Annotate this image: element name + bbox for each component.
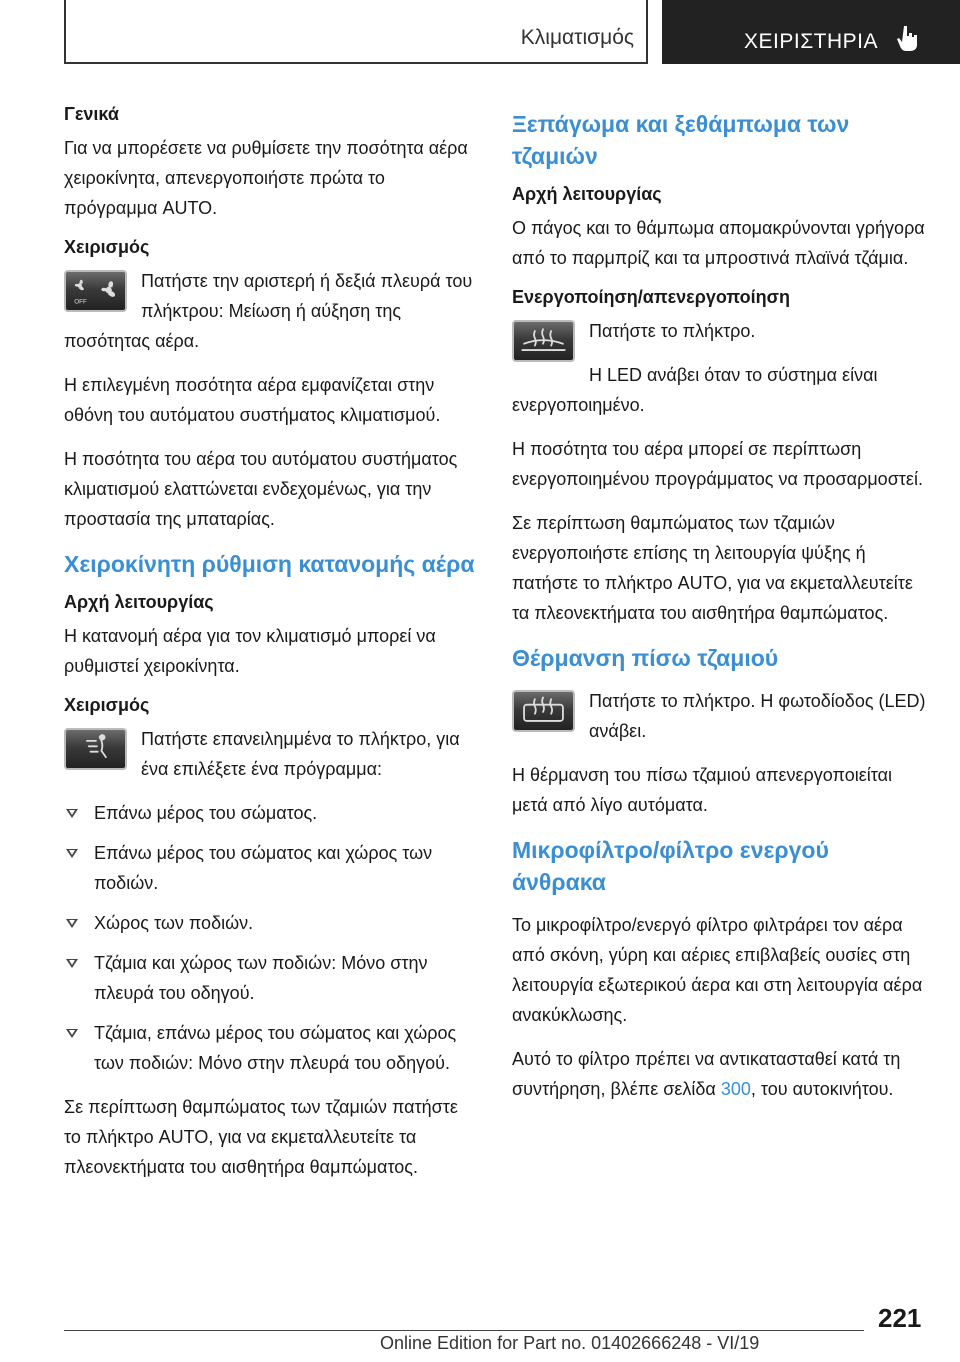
off-label: OFF — [74, 298, 87, 306]
edition-footer: Online Edition for Part no. 01402666248 - VI/19 — [380, 1333, 760, 1353]
left-column — [64, 104, 478, 1196]
list-item: Χώρος των ποδιών. — [64, 908, 478, 938]
triangle-bullet-icon — [66, 849, 78, 858]
page-reference-link[interactable]: 300 — [720, 1079, 751, 1099]
reduced-text: Η ποσότητα του αέρα του αυτόματου συστήματος κλιματισμού ελαττώνεται ενδεχομένως, για την προστασία της μπαταρίας. — [64, 449, 458, 529]
defrost-title: Ξεπάγωμα και ξεθάμπωμα των τζαμιών — [512, 111, 850, 169]
windshield-defrost-icon — [514, 322, 573, 360]
general-heading: Γενικά — [64, 104, 119, 124]
principle-heading: Αρχή λειτουργίας — [64, 592, 214, 612]
triangle-bullet-icon — [66, 919, 78, 928]
triangle-bullet-icon — [66, 809, 78, 818]
operation-text: Πατήστε την αριστερή ή δεξιά πλευρά του πλήκτρου: Μείωση ή αύξηση της ποσότητας αέρα. — [64, 271, 473, 351]
air-distribution-button-image — [64, 728, 127, 770]
fan-speed-button-image — [64, 270, 127, 312]
operation-heading: Χειρισμός — [64, 237, 150, 257]
fogging-text: Σε περίπτωση θαμπώματος των τζαμιών πατήστε το πλήκτρο AUTO, για να εκμεταλλευτείτε τα πλεονεκτήματα του αισθητήρα θαμπώματος. — [64, 1097, 458, 1177]
footer-divider — [64, 1330, 864, 1331]
rear-press-text: Πατήστε το πλήκτρο. Η φωτοδίοδος (LED) ανάβει. — [589, 691, 926, 741]
onoff-heading: Ενεργοποίηση/απενεργοποίηση — [512, 287, 790, 307]
rear-auto-text: Η θέρμανση του πίσω τζαμιού απενεργοποιείται μετά από λίγο αυτόματα. — [512, 765, 893, 815]
triangle-bullet-icon — [66, 1029, 78, 1038]
list-item: Επάνω μέρος του σώματος. — [64, 798, 478, 828]
rear-window-defrost-icon — [514, 692, 573, 730]
list-item: Επάνω μέρος του σώματος και χώρος των ποδιών. — [64, 838, 478, 898]
display-text: Η επιλεγμένη ποσότητα αέρα εμφανίζεται στην οθόνη του αυτόματου συστήματος κλιματισμού. — [64, 375, 441, 425]
list-item: Τζάμια, επάνω μέρος του σώματος και χώρος των ποδιών: Μόνο στην πλευρά του οδηγού. — [64, 1018, 478, 1078]
fog-text: Σε περίπτωση θαμπώματος των τζαμιών ενεργοποιήστε επίσης τη λειτουργία ψύξης ή πατήστε το πλήκτρο AUTO, για να εκμεταλλευτείτε τα πλεονεκτήματα του αισθητήρα θαμπώματος. — [512, 513, 913, 623]
operation2-text: Πατήστε επανειλημμένα το πλήκτρο, για ένα επιλέξετε ένα πρόγραμμα: — [141, 729, 460, 779]
right-column — [512, 104, 926, 1118]
section-title: Κλιματισμός — [520, 26, 634, 49]
principle-heading: Αρχή λειτουργίας — [512, 184, 662, 204]
principle-text: Ο πάγος και το θάμπωμα απομακρύνονται γρήγορα από το παρμπρίζ και τα μπροστινά πλαϊνά τζάμια. — [512, 218, 925, 268]
distribution-program-list — [64, 798, 478, 1078]
chapter-title: ΧΕΙΡΙΣΤΗΡΙΑ — [744, 30, 879, 53]
general-text: Για να μπορέσετε να ρυθμίσετε την ποσότητα αέρα χειροκίνητα, απενεργοποιήστε πρώτα το πρόγραμμα AUTO. — [64, 138, 468, 218]
led-text: Η LED ανάβει όταν το σύστημα είναι ενεργοποιημένο. — [512, 365, 878, 415]
rear-window-title: Θέρμανση πίσω τζαμιού — [512, 645, 779, 671]
replace-text: Αυτό το φίλτρο πρέπει να αντικατασταθεί κατά τη συντήρηση, βλέπε σελίδα 300, του αυτοκινήτου. — [512, 1049, 901, 1099]
triangle-bullet-icon — [66, 959, 78, 968]
header-section-box — [64, 0, 648, 64]
windshield-defrost-button-image — [512, 320, 575, 362]
chapter-tab[interactable] — [662, 0, 960, 64]
fan-icon — [66, 272, 125, 310]
filter-title: Μικροφίλτρο/φίλτρο ενεργού άνθρακα — [512, 837, 829, 895]
filter-text: Το μικροφίλτρο/ενεργό φίλτρο φιλτράρει τον αέρα από σκόνη, γύρη και αέριες επιβλαβείς ουσίες στη λειτουργία εξωτερικού άερα και στη λειτουργία αέρα ανακύκλωσης. — [512, 915, 923, 1025]
page-number: 221 — [878, 1303, 922, 1333]
operation2-heading: Χειρισμός — [64, 695, 150, 715]
distribution-title: Χειροκίνητη ρύθμιση κατανομής αέρα — [64, 551, 475, 577]
adjust-text: Η ποσότητα του αέρα μπορεί σε περίπτωση ενεργοποιημένου προγράμματος να προσαρμοστεί. — [512, 439, 923, 489]
rear-defrost-button-image — [512, 690, 575, 732]
hand-pointer-icon — [895, 24, 921, 52]
principle-text: Η κατανομή αέρα για τον κλιματισμό μπορεί να ρυθμιστεί χειροκίνητα. — [64, 626, 436, 676]
list-item: Τζάμια και χώρος των ποδιών: Μόνο στην πλευρά του οδηγού. — [64, 948, 478, 1008]
press-text: Πατήστε το πλήκτρο. — [589, 321, 756, 341]
air-distribution-icon — [66, 730, 125, 768]
